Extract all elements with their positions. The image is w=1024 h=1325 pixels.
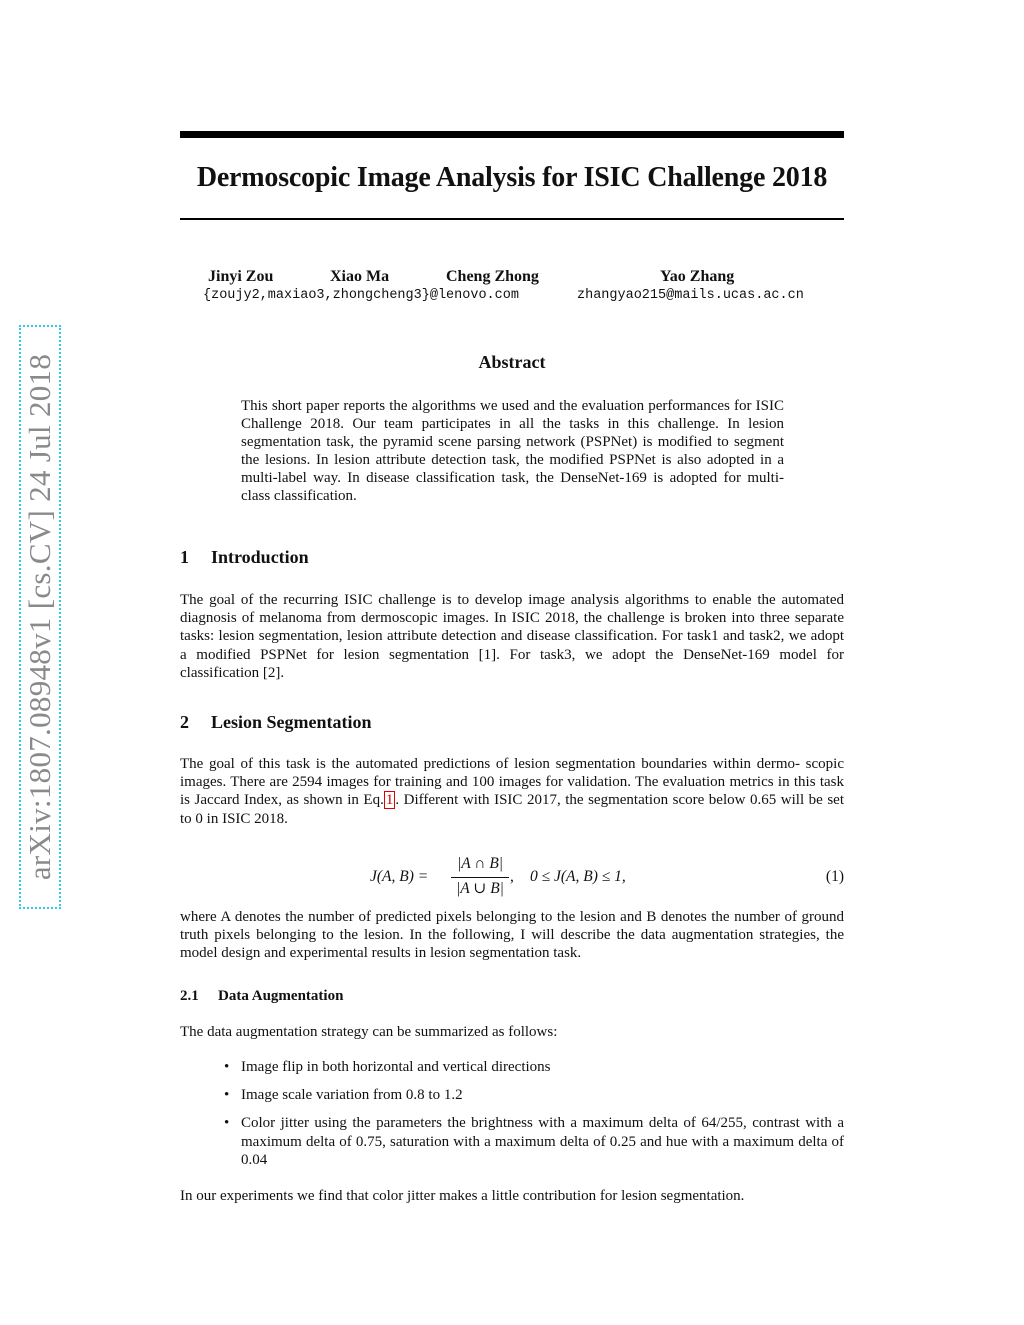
fraction-bar	[451, 877, 509, 878]
subsection-intro-text: The data augmentation strategy can be summarized as follows:	[180, 1024, 558, 1040]
section-number: 1	[180, 547, 189, 567]
section-title: Introduction	[211, 547, 309, 567]
equation-explanation: where A denotes the number of predicted pixels belonging to the lesion and B denotes the number of ground truth pixels belonging to the lesion. In the following, I will describe the data augmentation strategies, the model design and experimental results in lesion segmentation task.	[180, 909, 844, 962]
list-item	[224, 1086, 844, 1104]
equation-numerator: |A ∩ B|	[456, 855, 504, 872]
author-name: Xiao Ma	[330, 268, 390, 285]
title-top-rule	[180, 131, 844, 138]
subsection-heading	[180, 988, 343, 1005]
bullet-list	[224, 1058, 844, 1179]
section-heading	[180, 712, 372, 733]
bullet-icon: •	[224, 1115, 230, 1132]
abstract-text: This short paper reports the algorithms we used and the evaluation performances for ISIC Challenge 2018. Our team participates in all the tasks in this challenge. In lesion segmentation task, the pyramid scene parsing network (PSPNet) is modified to segment the lesions. In lesion attribute detection task, the modified PSPNet is also adopted in a multi-label way. In disease classification task, the DenseNet-169 is adopted for multi-class classification.	[241, 398, 784, 504]
equation-comma: ,	[510, 868, 514, 885]
list-item-text: Image scale variation from 0.8 to 1.2	[241, 1087, 463, 1104]
section-paragraph	[180, 755, 844, 828]
subsection-intro	[180, 1023, 844, 1041]
paper-title: Dermoscopic Image Analysis for ISIC Challenge 2018	[196, 162, 828, 193]
author-email-group: {zoujy2,maxiao3,zhongcheng3}@lenovo.com	[203, 288, 519, 303]
equation-number: (1)	[825, 868, 844, 885]
list-item	[224, 1058, 844, 1076]
section-paragraph	[180, 908, 844, 963]
equation-denominator: |A ∪ B|	[456, 880, 504, 897]
section-heading	[180, 547, 309, 568]
title-bottom-rule	[180, 218, 844, 220]
list-item-text: Color jitter using the parameters the brightness with a maximum delta of 64/255, contrast with a maximum delta of 0.75, saturation with a maximum delta of 0.25 and hue with a maximum delta of 0.04	[241, 1115, 844, 1168]
equation-jaccard	[180, 855, 844, 901]
segmentation-text-cont: . Different with ISIC 2017, the segmentation score below 0.65 will be set to 0 in ISIC 2018.	[180, 792, 845, 827]
closing-paragraph	[180, 1187, 844, 1205]
author-name: Jinyi Zou	[208, 268, 274, 285]
subsection-number: 2.1	[180, 988, 199, 1004]
author-name: Yao Zhang	[660, 268, 735, 285]
intro-text: The goal of the recurring ISIC challenge is to develop image analysis algorithms to enable the automated diagnosis of melanoma from dermoscopic images. In ISIC 2018, the challenge is broken into three separate tasks: lesion segmentation, lesion attribute detection and disease classification. For task1 and task2, we adopt a modified PSPNet for lesion segmentation [1]. For task3, we adopt the DenseNet-169 model for classification [2].	[180, 592, 844, 681]
list-item	[224, 1114, 844, 1169]
section-number: 2	[180, 712, 189, 732]
section-paragraph	[180, 591, 844, 682]
segmentation-text: The goal of this task is the automated predictions of lesion segmentation boundaries within dermo- scopic images. There are 2594 images for training and 100 images for validation. The evaluation metrics in this task is Jaccard Index, as shown in Eq.	[180, 756, 844, 809]
equation-reference-link[interactable]: 1	[385, 792, 394, 809]
arxiv-stamp: arXiv:1807.08948v1 [cs.CV] 24 Jul 2018	[22, 353, 57, 881]
section-title: Lesion Segmentation	[211, 712, 372, 732]
subsection-title: Data Augmentation	[218, 988, 344, 1004]
closing-text: In our experiments we find that color jitter makes a little contribution for lesion segmentation.	[180, 1188, 745, 1204]
author-email: zhangyao215@mails.ucas.ac.cn	[577, 288, 804, 303]
abstract-heading: Abstract	[478, 352, 546, 372]
equation-lhs: J(A, B) =	[370, 868, 429, 885]
author-name: Cheng Zhong	[446, 268, 539, 285]
bullet-icon: •	[224, 1087, 230, 1104]
equation-fraction	[451, 855, 509, 900]
equation-rhs: 0 ≤ J(A, B) ≤ 1,	[530, 868, 626, 885]
list-item-text: Image flip in both horizontal and vertical directions	[241, 1059, 551, 1075]
bullet-icon: •	[224, 1059, 230, 1075]
